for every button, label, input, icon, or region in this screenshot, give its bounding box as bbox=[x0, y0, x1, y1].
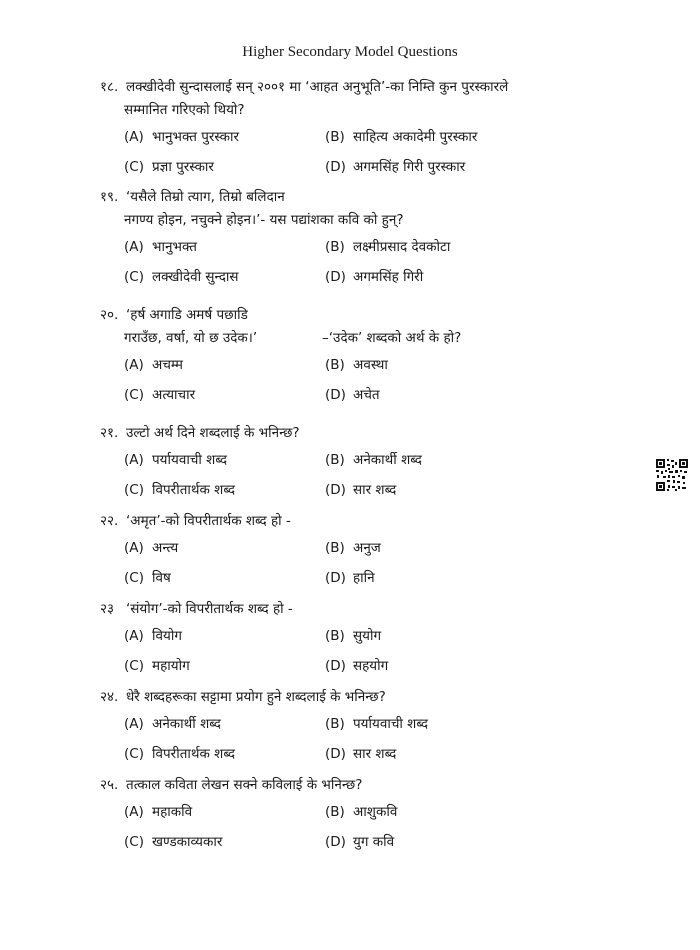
option-row bbox=[100, 709, 590, 739]
question-number: २४. bbox=[100, 689, 119, 705]
option-b[interactable]: (B) अवस्था bbox=[325, 357, 388, 373]
question-number: २१. bbox=[100, 425, 119, 441]
option-c[interactable]: (C) खण्डकाव्यकार bbox=[124, 833, 223, 850]
option-row bbox=[100, 232, 590, 262]
option-c[interactable]: (C) विष bbox=[124, 569, 171, 586]
option-a[interactable]: (A) अन्त्य bbox=[124, 540, 179, 556]
option-row bbox=[100, 797, 590, 827]
option-row bbox=[100, 827, 590, 857]
question-text: नगण्य होइन, नचुक्ने होइन।’- यस पद्यांशका कवि को हुन्? bbox=[124, 212, 404, 228]
question-number: १८. bbox=[100, 79, 119, 95]
question-19 bbox=[100, 186, 590, 291]
question-text: ‘अमृत’-को विपरीतार्थक शब्द हो - bbox=[126, 513, 291, 529]
option-row bbox=[100, 445, 590, 475]
page-header: Higher Secondary Model Questions bbox=[242, 44, 458, 60]
question-21 bbox=[100, 422, 590, 504]
question-text: तत्काल कविता लेखन सक्ने कविलाई के भनिन्छ? bbox=[126, 777, 363, 793]
question-text: धेरै शब्दहरूका सट्टामा प्रयोग हुने शब्दलाई के भनिन्छ? bbox=[126, 689, 386, 705]
option-a[interactable]: (A) भानुभक्त पुरस्कार bbox=[124, 129, 240, 145]
qr-code-icon bbox=[655, 458, 689, 492]
question-24 bbox=[100, 686, 590, 768]
question-18 bbox=[100, 76, 590, 181]
question-22 bbox=[100, 510, 590, 592]
option-d[interactable]: (D) अचेत bbox=[325, 386, 380, 403]
option-a[interactable]: (A) अचम्म bbox=[124, 357, 183, 373]
question-number: २३ bbox=[100, 601, 115, 617]
option-d[interactable]: (D) युग कवि bbox=[325, 833, 395, 850]
option-d[interactable]: (D) हानि bbox=[325, 569, 375, 586]
question-text: गराउँछ, वर्षा, यो छ उदेक।’ bbox=[124, 330, 258, 346]
option-row bbox=[100, 475, 590, 505]
option-row bbox=[100, 651, 590, 681]
option-b[interactable]: (B) लक्ष्मीप्रसाद देवकोटा bbox=[325, 239, 451, 255]
option-d[interactable]: (D) सार शब्द bbox=[325, 481, 397, 498]
option-row bbox=[100, 380, 590, 410]
question-text: सम्मानित गरिएको थियो? bbox=[124, 102, 245, 118]
question-text: ‘हर्ष अगाडि अमर्ष पछाडि bbox=[126, 307, 248, 323]
option-c[interactable]: (C) अत्याचार bbox=[124, 386, 196, 403]
option-b[interactable]: (B) पर्यायवाची शब्द bbox=[325, 716, 429, 732]
option-c[interactable]: (C) महायोग bbox=[124, 657, 190, 674]
option-b[interactable]: (B) आशुकवि bbox=[325, 804, 398, 820]
option-c[interactable]: (C) प्रज्ञा पुरस्कार bbox=[124, 158, 214, 175]
option-a[interactable]: (A) अनेकार्थी शब्द bbox=[124, 716, 221, 732]
question-number: १९. bbox=[100, 189, 119, 205]
question-25 bbox=[100, 774, 590, 856]
question-text: उल्टो अर्थ दिने शब्दलाई के भनिन्छ? bbox=[126, 425, 300, 441]
option-d[interactable]: (D) अगमसिंह गिरी bbox=[325, 268, 424, 285]
option-row bbox=[100, 122, 590, 152]
option-b[interactable]: (B) साहित्य अकादेमी पुरस्कार bbox=[325, 129, 478, 145]
option-c[interactable]: (C) विपरीतार्थक शब्द bbox=[124, 745, 236, 762]
option-row bbox=[100, 563, 590, 593]
question-number: २२. bbox=[100, 513, 119, 529]
option-row bbox=[100, 350, 590, 380]
question-20 bbox=[100, 304, 590, 409]
option-row bbox=[100, 152, 590, 182]
question-text: ‘संयोग’-को विपरीतार्थक शब्द हो - bbox=[126, 601, 293, 617]
option-d[interactable]: (D) सहयोग bbox=[325, 657, 389, 674]
option-c[interactable]: (C) लक्खीदेवी सुन्दास bbox=[124, 268, 239, 285]
option-a[interactable]: (A) वियोग bbox=[124, 628, 182, 644]
option-b[interactable]: (B) अनुज bbox=[325, 540, 381, 556]
question-text: लक्खीदेवी सुन्दासलाई सन् २००१ मा ‘आहत अनुभूति’-का निम्ति कुन पुरस्कारले bbox=[126, 79, 509, 95]
question-number: २५. bbox=[100, 777, 119, 793]
option-c[interactable]: (C) विपरीतार्थक शब्द bbox=[124, 481, 236, 498]
option-d[interactable]: (D) सार शब्द bbox=[325, 745, 397, 762]
option-row bbox=[100, 621, 590, 651]
question-23 bbox=[100, 598, 590, 680]
option-b[interactable]: (B) अनेकार्थी शब्द bbox=[325, 452, 422, 468]
option-d[interactable]: (D) अगमसिंह गिरी पुरस्कार bbox=[325, 158, 466, 175]
question-number: २०. bbox=[100, 307, 119, 323]
question-text: ‘यसैले तिम्रो त्याग, तिम्रो बलिदान bbox=[126, 189, 285, 205]
option-a[interactable]: (A) महाकवि bbox=[124, 804, 193, 820]
question-prompt: –‘उदेक’ शब्दको अर्थ के हो? bbox=[322, 330, 462, 346]
option-row bbox=[100, 739, 590, 769]
option-b[interactable]: (B) सुयोग bbox=[325, 628, 382, 644]
option-a[interactable]: (A) भानुभक्त bbox=[124, 239, 197, 255]
option-row bbox=[100, 262, 590, 292]
option-a[interactable]: (A) पर्यायवाची शब्द bbox=[124, 452, 228, 468]
option-row bbox=[100, 533, 590, 563]
